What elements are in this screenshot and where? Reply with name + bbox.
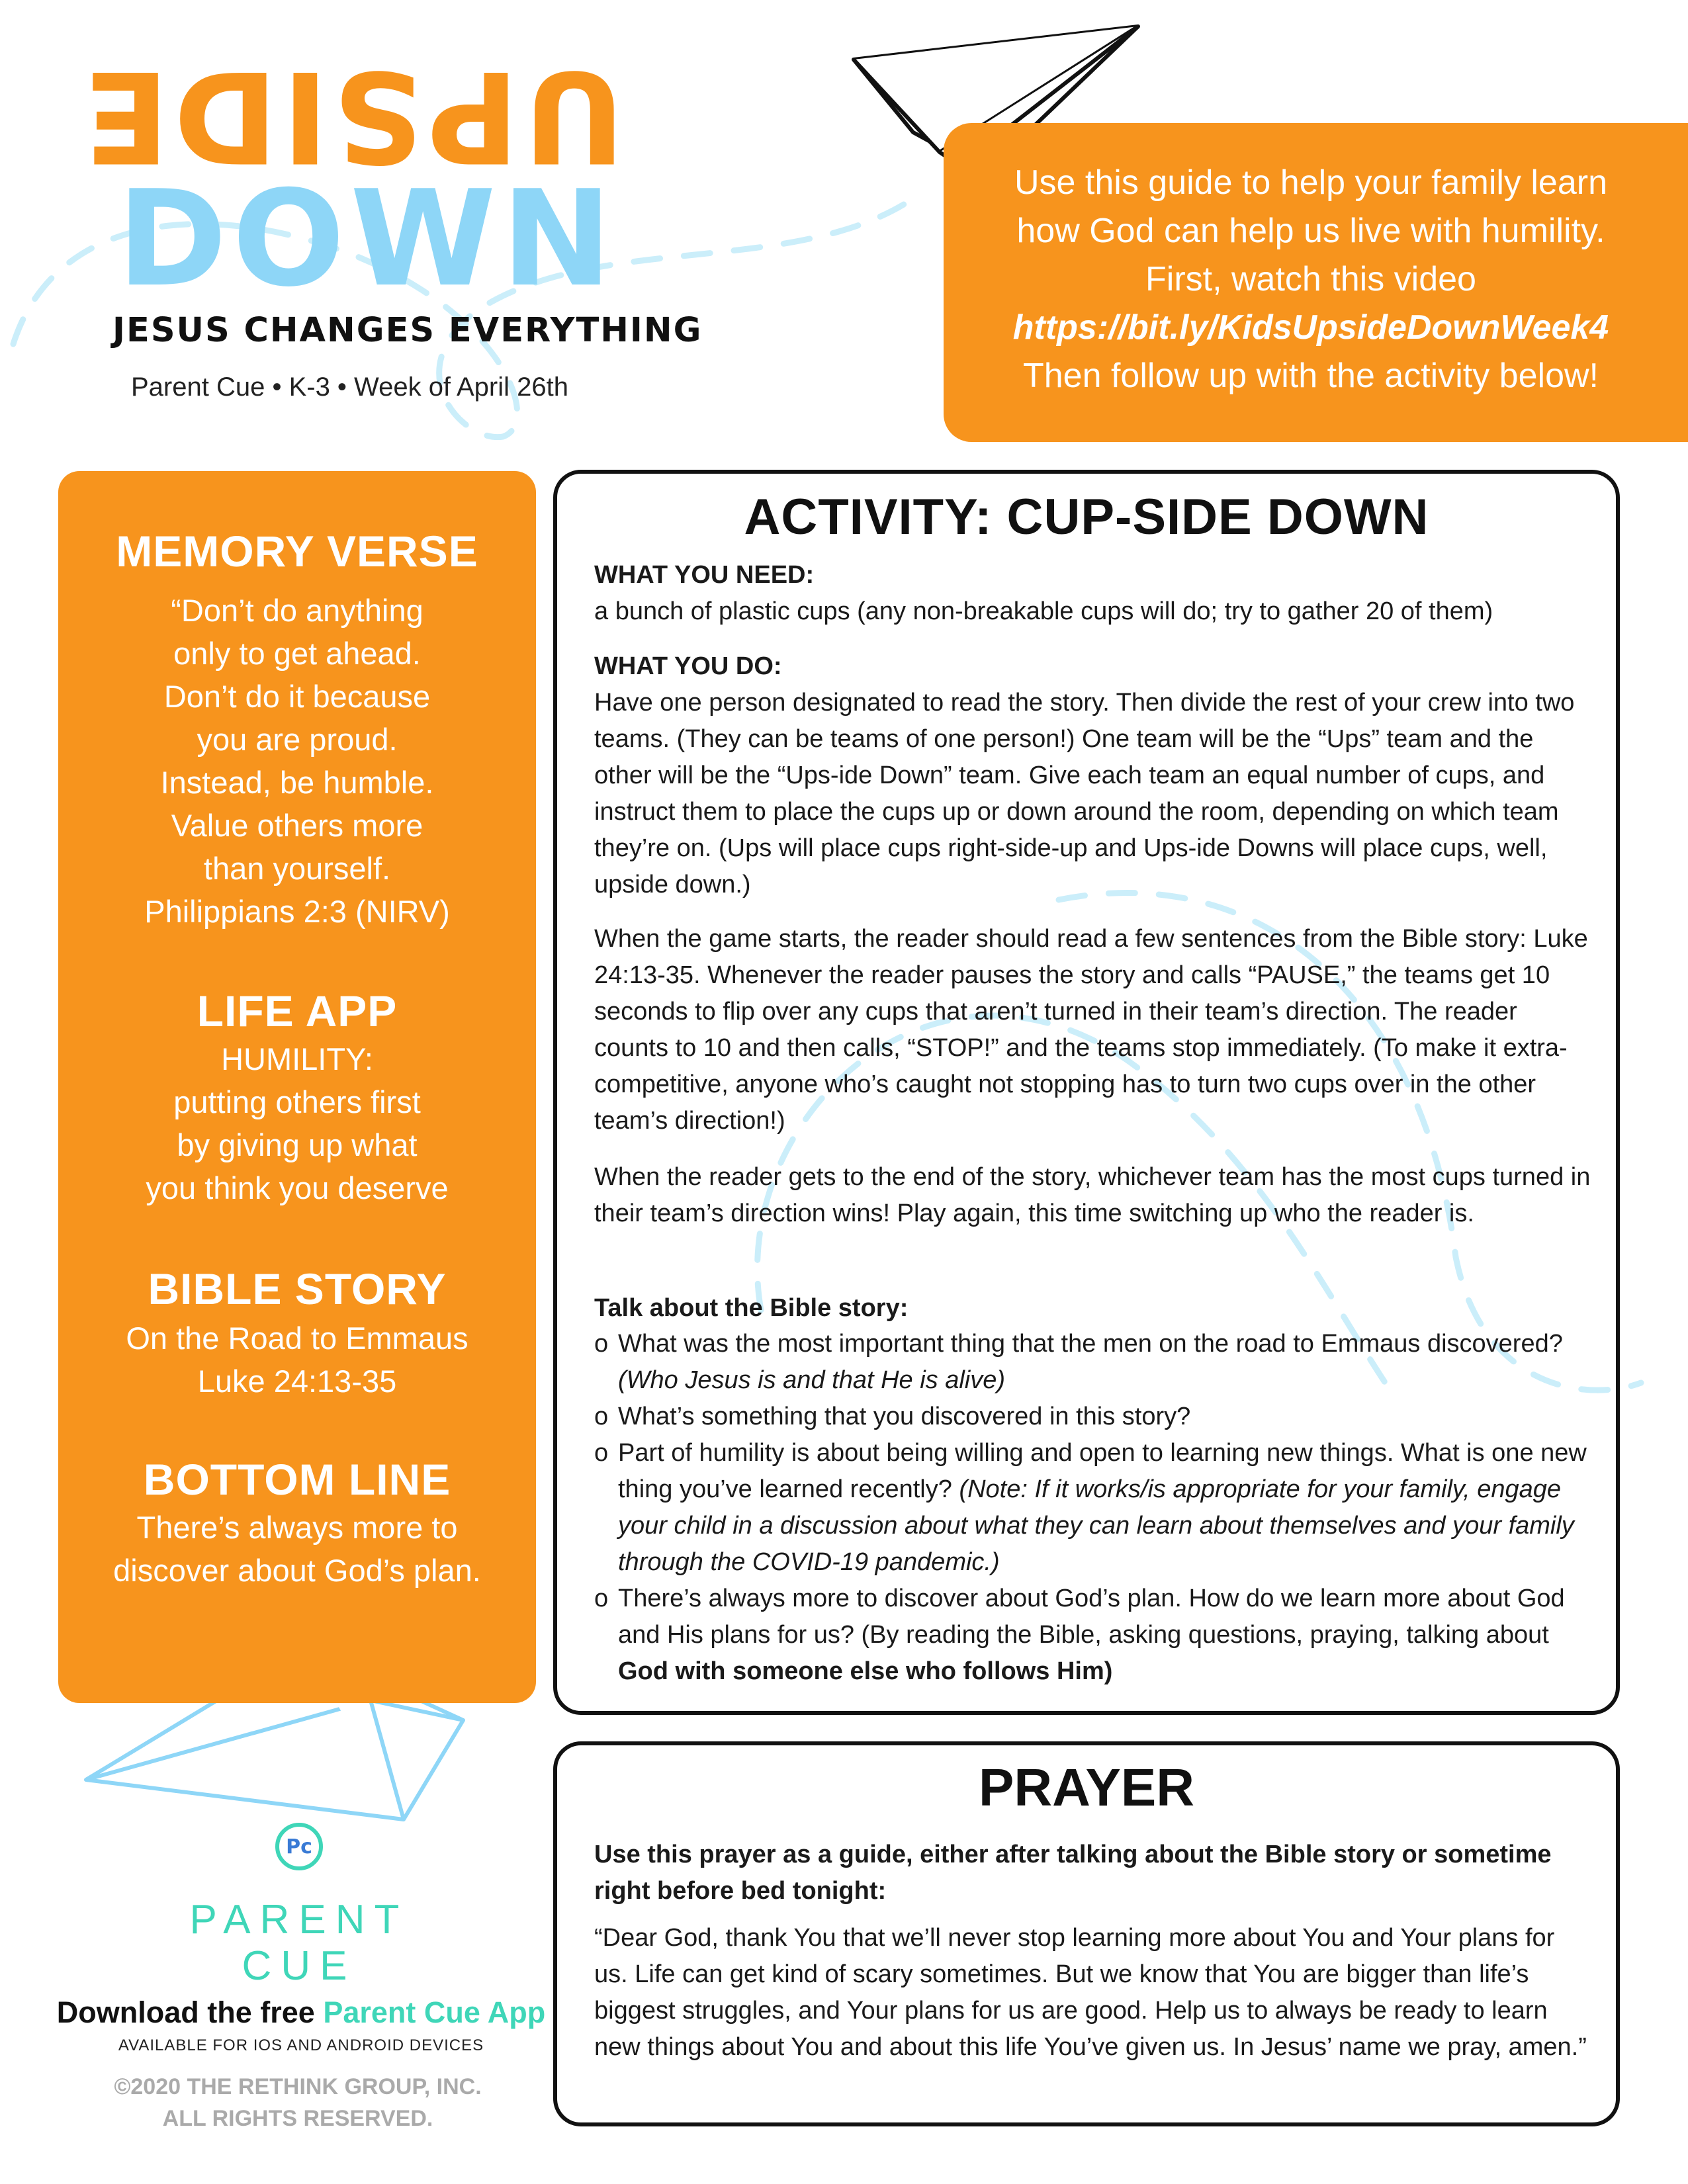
prayer-text: “Dear God, thank You that we’ll never stop learning more about You and Your plans for us. Life can get kind of scary sometimes. But we know that You are bigger than life’s biggest struggles, and Your plans for us are good. Help us to always be ready to learn new things about You and about this life You’ve given us. In Jesus’ name we pray, amen.” — [594, 1924, 1587, 2061]
activity-paragraph-3: When the reader gets to the end of the story, whichever team has the most cups turned in their team’s direction wins! Play again, this time switching up who the reader is. — [594, 1163, 1591, 1227]
question-text: What’s something that you discovered in this story? — [618, 1403, 1191, 1430]
parent-cue-app-link[interactable]: Parent Cue App — [323, 1995, 546, 2029]
what-you-do-label: WHAT YOU DO: — [594, 652, 782, 680]
bullet-mark: o — [594, 1403, 609, 1430]
memory-verse-heading: MEMORY VERSE — [116, 527, 478, 576]
video-link[interactable]: https://bit.ly/KidsUpsideDownWeek4 — [1012, 308, 1609, 347]
question-text: What was the most important thing that the men on the road to Emmaus discovered? — [618, 1330, 1563, 1358]
activity-paragraph-2: When the game starts, the reader should read a few sentences from the Bible story: Luke 24:13-35. Whenever the reader pauses the story and calls “PAUSE,” the teams get 10 seconds to flip over any cups that aren’t turned in their team’s direction. The reader counts to 10 and then calls, “STOP!” and the teams stop immediately. (To make it extra-competitive, anyone who’s caught not stopping has to turn two cups over in the other team’s direction!) — [594, 925, 1588, 1135]
bullet-mark: o — [594, 1330, 609, 1358]
logo-word-upside: UPSIDE — [79, 43, 625, 189]
intro-line: Use this guide to help your family learn — [1014, 163, 1607, 202]
parent-cue-icon-letters: Pc — [286, 1835, 312, 1858]
memory-verse-line: Philippians 2:3 (NIRV) — [144, 894, 450, 929]
bottom-line-line: There’s always more to — [136, 1510, 458, 1545]
bottom-line-heading: BOTTOM LINE — [143, 1455, 451, 1504]
question-bold-text: God with someone else who follows Him) — [618, 1657, 1113, 1685]
logo-word-down: DOWN — [116, 162, 618, 316]
intro-line: First, watch this video — [1145, 260, 1476, 298]
life-app-line: you think you deserve — [146, 1170, 449, 1205]
talk-about-label: Talk about the Bible story: — [594, 1294, 909, 1322]
intro-line: Then follow up with the activity below! — [1023, 357, 1599, 395]
memory-verse-line: Instead, be humble. — [160, 765, 434, 800]
life-app-heading: LIFE APP — [197, 986, 398, 1035]
discussion-question-3 — [594, 1435, 1593, 1581]
prayer-intro: Use this prayer as a guide, either after talking about the Bible story or sometime right before bed tonight: — [594, 1841, 1552, 1905]
intro-line: how God can help us live with humility. — [1016, 212, 1605, 250]
memory-verse-line: Value others more — [171, 808, 423, 843]
activity-title: ACTIVITY: CUP-SIDE DOWN — [744, 489, 1429, 545]
parent-cue-word-cue: CUE — [242, 1943, 357, 1989]
activity-paragraph-1: Have one person designated to read the story. Then divide the rest of your crew into two teams. (They can be teams of one person!) One team will be the “Ups” team and the other will be the “Ups-ide Down” team. Give each team an equal number of cups, and instruct them to place the cups up or down around the room, depending on which team they’re on. (Ups will place cups right-side-up and Ups-ide Downs will place cups, well, upside down.) — [594, 689, 1575, 898]
discussion-question-4 — [594, 1581, 1593, 1690]
copyright-line: ALL RIGHTS RESERVED. — [162, 2106, 433, 2131]
life-app-line: by giving up what — [177, 1127, 418, 1162]
discussion-question-1 — [594, 1326, 1593, 1399]
memory-verse-line: “Don’t do anything — [171, 593, 423, 628]
memory-verse-line: only to get ahead. — [173, 636, 421, 671]
discussion-question-2 — [594, 1399, 1593, 1435]
memory-verse-line: than yourself. — [203, 851, 391, 886]
copyright — [66, 2071, 529, 2134]
life-app-text — [58, 1037, 536, 1209]
bible-story-text — [58, 1317, 536, 1403]
download-cta — [20, 1995, 582, 2030]
bottom-line-text — [58, 1506, 536, 1592]
question-text: There’s always more to discover about God’s plan. How do we learn more about God and His plans for us? (By reading the Bible, asking questions, praying, talking about — [618, 1585, 1565, 1649]
life-app-line: putting others first — [173, 1084, 421, 1119]
prayer-title: PRAYER — [978, 1758, 1195, 1817]
bible-story-line: On the Road to Emmaus — [126, 1321, 468, 1356]
memory-verse-line: you are proud. — [197, 722, 398, 757]
what-you-need-label: WHAT YOU NEED: — [594, 561, 815, 589]
question-answer: (Who Jesus is and that He is alive) — [618, 1366, 1006, 1394]
bottom-line-line: discover about God’s plan. — [113, 1553, 481, 1588]
copyright-line: ©2020 THE RETHINK GROUP, INC. — [114, 2074, 482, 2099]
parent-cue-word-parent: PARENT — [189, 1897, 409, 1943]
life-app-line: HUMILITY: — [221, 1041, 373, 1076]
bullet-mark: o — [594, 1585, 609, 1612]
question-text: Part of humility is about being willing and open to learning new things. What is one new thing you’ve learned recently? — [618, 1439, 1587, 1503]
memory-verse-line: Don’t do it because — [163, 679, 431, 714]
logo-tagline: JESUS CHANGES EVERYTHING — [112, 311, 703, 350]
page-subtitle: Parent Cue • K-3 • Week of April 26th — [131, 372, 568, 402]
bullet-mark: o — [594, 1439, 609, 1467]
memory-verse-text — [58, 589, 536, 933]
download-prefix: Download the free — [56, 1995, 315, 2029]
parent-cue-logo-icon — [275, 1822, 324, 1871]
question-note: (Note: If it works/is appropriate for your family, engage your child in a discussion about what they can learn about themselves and your family through the COVID-19 pandemic.) — [618, 1475, 1574, 1576]
availability-note: AVAILABLE FOR IOS AND ANDROID DEVICES — [118, 2036, 484, 2054]
bible-story-heading: BIBLE STORY — [148, 1264, 447, 1313]
intro-text — [944, 159, 1678, 400]
bible-story-line: Luke 24:13-35 — [197, 1364, 397, 1399]
what-you-need-text: a bunch of plastic cups (any non-breakable cups will do; try to gather 20 of them) — [594, 597, 1493, 625]
